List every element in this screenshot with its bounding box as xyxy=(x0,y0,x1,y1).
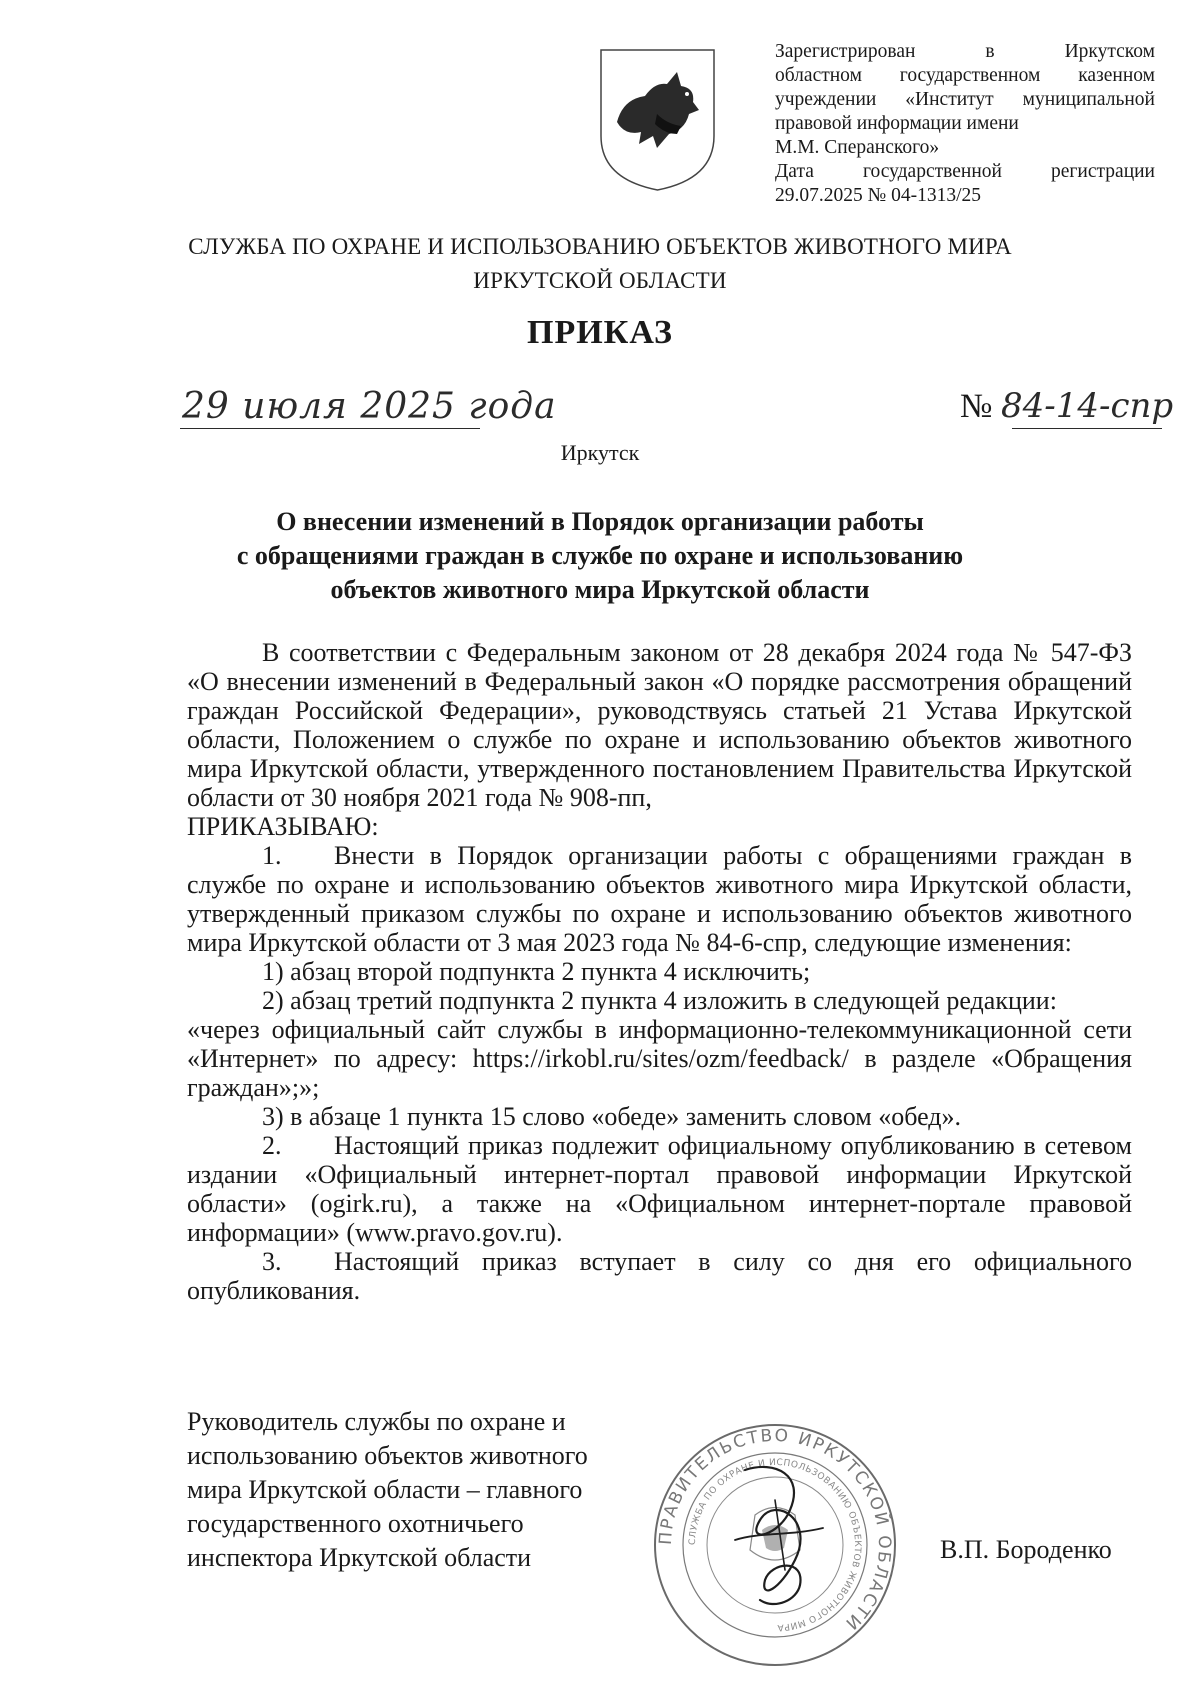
clause-text: Настоящий приказ подлежит официальному опубликованию в сетевом издании «Официальный интернет-портал правовой информации Иркутской области» (ogirk.ru), а также на «Официальном интернет-портале правовой информации» (www.pravo.gov.ru). xyxy=(187,1131,1132,1247)
clause-text: Настоящий приказ вступает в силу со дня его официального опубликования. xyxy=(187,1247,1132,1305)
registration-note xyxy=(775,40,1155,208)
subclause-2: 2) абзац третий подпункта 2 пункта 4 изложить в следующей редакции: xyxy=(262,986,1057,1015)
position-line: государственного охотничьего xyxy=(187,1509,524,1538)
clause-number: 3. xyxy=(262,1247,282,1276)
agency-name-line2: ИРКУТСКОЙ ОБЛАСТИ xyxy=(473,268,727,293)
order-heading xyxy=(150,505,1050,607)
order-date-handwritten: 29 июля 2025 года xyxy=(182,386,557,427)
handwritten-signature xyxy=(705,1450,855,1620)
position-line: Руководитель службы по охране и xyxy=(187,1407,566,1436)
order-word: ПРИКАЗЫВАЮ: xyxy=(187,812,379,841)
subclause-1: 1) абзац второй подпункта 2 пункта 4 исключить; xyxy=(262,957,811,986)
heading-line: О внесении изменений в Порядок организации работы xyxy=(276,507,924,536)
clause-number: 1. xyxy=(262,841,282,870)
position-line: инспектора Иркутской области xyxy=(187,1543,532,1572)
document-type-title: ПРИКАЗ xyxy=(527,314,673,351)
agency-name xyxy=(170,230,1030,298)
position-line: мира Иркутской области – главного xyxy=(187,1475,583,1504)
heading-line: объектов животного мира Иркутской области xyxy=(330,575,870,604)
svg-text:ПРАВИТЕЛЬСТВО ИРКУТСКОЙ ОБЛАСТ: ПРАВИТЕЛЬСТВО ИРКУТСКОЙ ОБЛАСТИ xyxy=(655,1425,895,1635)
registration-line: учреждении «Институт муниципальной xyxy=(775,89,1155,110)
clause-1 xyxy=(187,841,1132,957)
registration-line: Дата государственной регистрации xyxy=(775,161,1155,182)
clause-number: 2. xyxy=(262,1131,282,1160)
registration-line: М.М. Сперанского» xyxy=(775,137,940,158)
city-name: Иркутск xyxy=(560,440,640,465)
heading-line: с обращениями граждан в службе по охране и использованию xyxy=(236,541,964,570)
registration-line: областном государственном казенном xyxy=(775,65,1155,86)
order-number xyxy=(960,386,1173,426)
agency-name-line1: СЛУЖБА ПО ОХРАНЕ И ИСПОЛЬЗОВАНИЮ ОБЪЕКТОВ ЖИВОТНОГО МИРА xyxy=(188,234,1012,259)
order-body xyxy=(187,638,1132,1305)
subclause-2-quote: «через официальный сайт службы в информационно-телекоммуникационной сети «Интернет» по адресу: https://irkobl.ru/sites/ozm/feedback/ в разделе «Обращения граждан»;»; xyxy=(187,1015,1132,1102)
clause-2 xyxy=(187,1131,1132,1247)
signatory-name: В.П. Бороденко xyxy=(940,1535,1112,1564)
position-line: использованию объектов животного xyxy=(187,1441,588,1470)
clause-3 xyxy=(187,1247,1132,1305)
registration-line: правовой информации имени xyxy=(775,113,1019,134)
subclause-3: 3) в абзаце 1 пункта 15 слово «обеде» заменить словом «обед». xyxy=(262,1102,962,1131)
number-underline xyxy=(1012,428,1162,429)
number-sign: № xyxy=(960,388,993,425)
registration-line: 29.07.2025 № 04-1313/25 xyxy=(775,185,982,206)
clause-text: Внести в Порядок организации работы с обращениями граждан в службе по охране и использованию объектов животного мира Иркутской области, утвержденный приказом службы по охране и использованию объектов животного мира Иркутской области от 3 мая 2023 года № 84-6-спр, следующие изменения: xyxy=(187,841,1132,957)
svg-text:СЛУЖБА ПО ОХРАНЕ И ИСПОЛЬЗОВАН: СЛУЖБА ПО ОХРАНЕ И ИСПОЛЬЗОВАНИЮ ОБЪЕКТОВ ЖИВОТНОГО МИРА xyxy=(687,1457,863,1633)
preamble-paragraph: В соответствии с Федеральным законом от 28 декабря 2024 года № 547-ФЗ «О внесении изменений в Федеральный закон «О порядке рассмотрения обращений граждан Российской Федерации», руководствуясь статьей 21 Устава Иркутской области, Положением о службе по охране и использованию объектов животного мира Иркутской области, утвержденного постановлением Правительства Иркутской области от 30 ноября 2021 года № 908-пп, xyxy=(187,638,1132,812)
coat-of-arms-emblem xyxy=(595,44,720,194)
registration-line: Зарегистрирован в Иркутском xyxy=(775,41,1155,62)
date-underline xyxy=(180,428,480,429)
order-number-handwritten: 84-14-спр xyxy=(1000,386,1174,426)
signatory-position xyxy=(187,1405,707,1575)
